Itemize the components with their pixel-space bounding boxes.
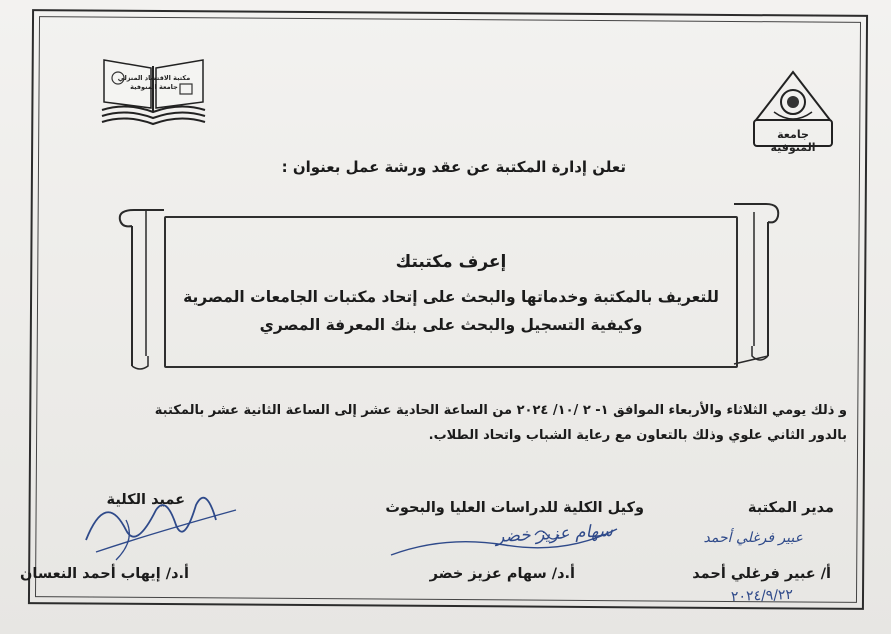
library-manager-handwritten-signature: عبير فرغلي أحمد: [703, 530, 803, 546]
university-logo: [746, 68, 841, 154]
dean-name: أ.د/ إيهاب أحمد النعسان: [20, 566, 189, 582]
library-manager-name: أ/ عبير فرغلي أحمد: [692, 566, 831, 582]
workshop-description-line1: للتعريف بالمكتبة وخدماتها والبحث على إتحاد مكتبات الجامعات المصرية: [183, 288, 719, 306]
dean-signature-scribble: [66, 470, 246, 570]
library-logo-text: مكتبة الاقتصاد المنزلي جامعة المنوفية: [117, 74, 191, 91]
library-manager-title: مدير المكتبة: [747, 500, 834, 516]
library-logo: [96, 50, 211, 130]
university-logo-text: جامعة المنوفية: [770, 128, 816, 154]
workshop-description-line2: وكيفية التسجيل والبحث على بنك المعرفة المصري: [259, 316, 643, 334]
announcement-text: تعلن إدارة المكتبة عن عقد ورشة عمل بعنوان :: [281, 158, 626, 176]
vice-dean-name: أ.د/ سهام عزيز خضر: [429, 566, 575, 582]
vice-dean-signature-scribble: [385, 515, 625, 560]
vice-dean-handwritten-signature: سهام عزيز خضر: [495, 520, 614, 548]
workshop-title: إعرف مكتبتك: [395, 252, 507, 272]
schedule-details-line2: بالدور الثاني علوي وذلك بالتعاون مع رعاية الشباب واتحاد الطلاب.: [428, 428, 847, 443]
library-manager-signature-date: ٢٠٢٤/٩/٢٢: [730, 586, 794, 606]
vice-dean-title: وكيل الكلية للدراسات العليا والبحوث: [385, 500, 644, 516]
workshop-box: [164, 216, 738, 368]
workshop-scroll-banner: [116, 196, 784, 374]
schedule-details-line1: و ذلك يومي الثلاثاء والأربعاء الموافق ١- ٢ /١٠/ ٢٠٢٤ من الساعة الحادية عشر إلى الساعة الثانية عشر بالمكتبة: [154, 403, 847, 418]
dean-title: عميد الكلية: [106, 492, 185, 508]
